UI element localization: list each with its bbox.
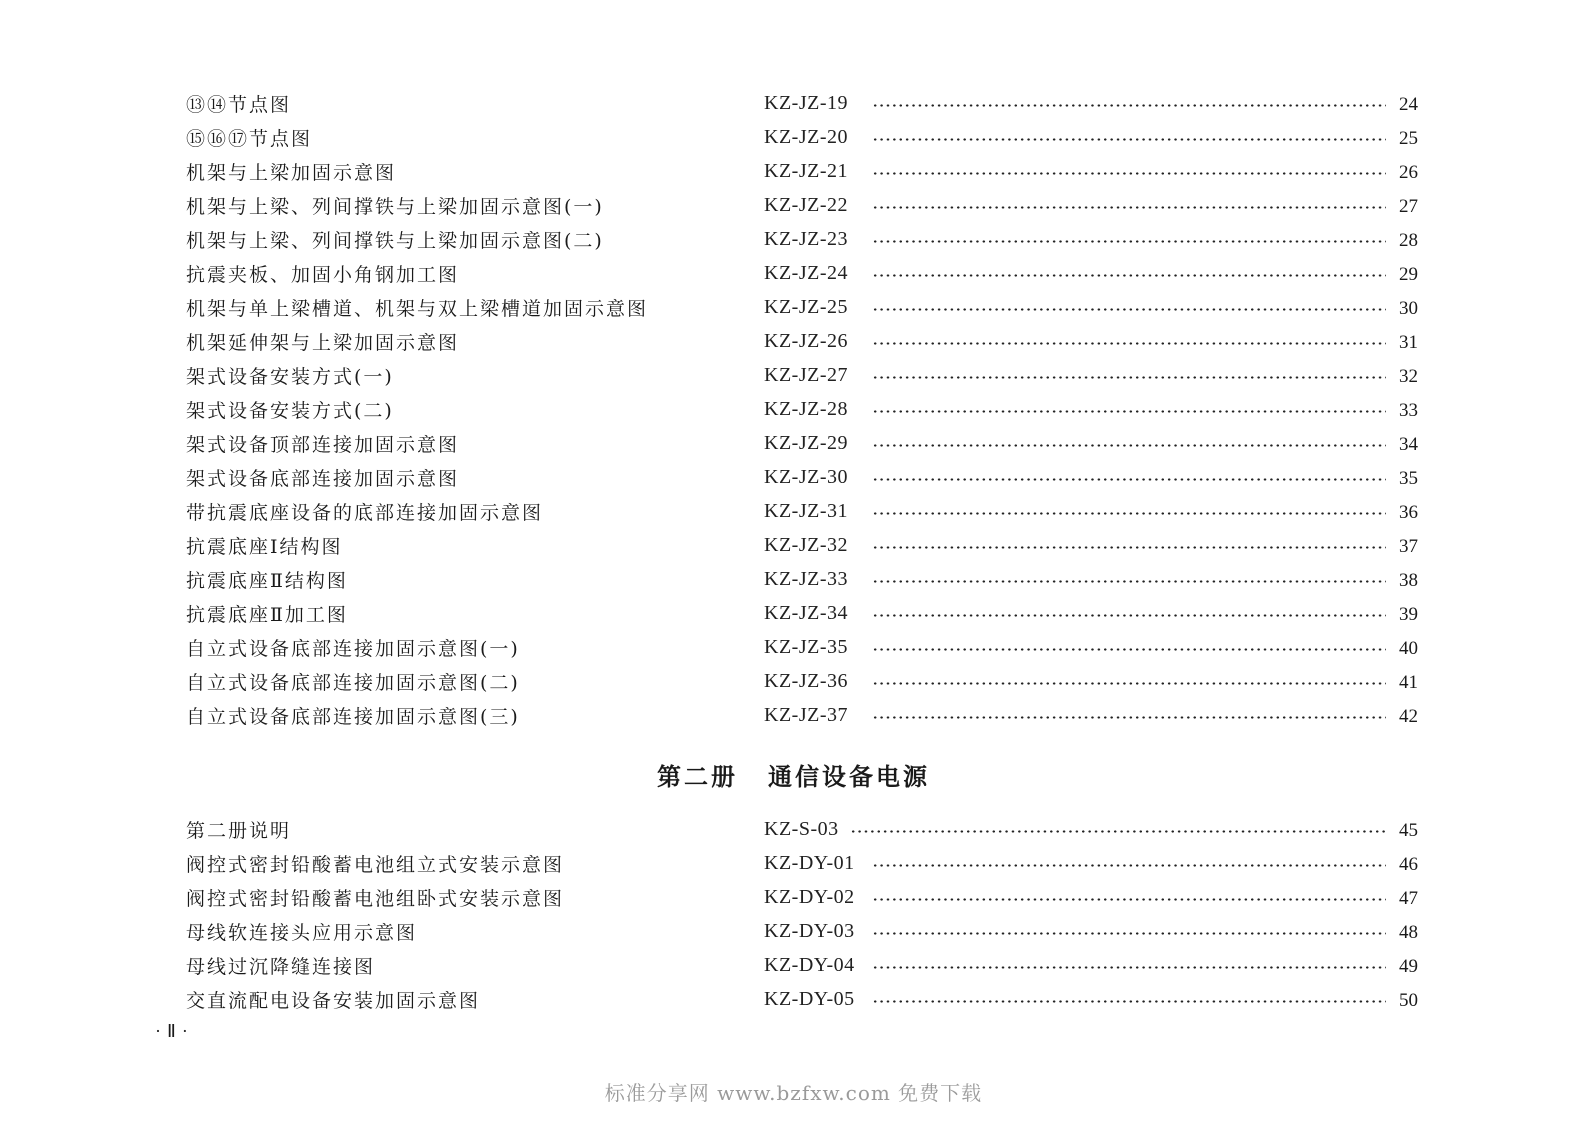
dot-leader [872,564,1392,594]
page-number: 26 [1399,162,1418,183]
drawing-code: KZ-DY-05 [764,987,855,1010]
entry-title: 架式设备安装方式(二) [186,399,394,422]
entry-title: 机架与上梁、列间撑铁与上梁加固示意图(二) [186,229,604,252]
entry-title: 母线软连接头应用示意图 [186,921,418,944]
entry-title: 机架与单上梁槽道、机架与双上梁槽道加固示意图 [186,297,649,320]
section-heading [0,757,1587,792]
dot-leader [872,984,1392,1014]
section-name: 通信设备电源 [768,763,930,791]
dot-leader [872,700,1392,730]
entry-title: ⑮⑯⑰节点图 [186,127,313,150]
entry-title: 自立式设备底部连接加固示意图(一) [186,637,520,660]
drawing-code: KZ-JZ-22 [764,193,848,216]
drawing-code: KZ-JZ-30 [764,465,848,488]
page-number: 34 [1399,434,1418,455]
page-number: 45 [1399,820,1418,841]
entry-title: 阀控式密封铅酸蓄电池组卧式安装示意图 [186,887,565,910]
drawing-code: KZ-JZ-21 [764,159,848,182]
drawing-code: KZ-DY-01 [764,851,855,874]
drawing-code: KZ-JZ-33 [764,567,848,590]
entry-title: 架式设备安装方式(一) [186,365,394,388]
page-number: 30 [1399,298,1418,319]
page-number: 49 [1399,956,1418,977]
drawing-code: KZ-DY-03 [764,919,855,942]
entry-title: 抗震夹板、加固小角钢加工图 [186,263,460,286]
toc-entry[interactable] [186,88,1418,118]
entry-title: 机架延伸架与上梁加固示意图 [186,331,460,354]
entry-title: 抗震底座Ⅱ结构图 [186,569,348,592]
toc-entry[interactable] [186,156,1418,186]
toc-entry[interactable] [186,360,1418,390]
page-number: 40 [1399,638,1418,659]
drawing-code: KZ-JZ-35 [764,635,848,658]
dot-leader [872,122,1392,152]
drawing-code: KZ-JZ-24 [764,261,848,284]
toc-entry[interactable] [186,632,1418,662]
page-number: 48 [1399,922,1418,943]
dot-leader [872,882,1392,912]
page-number: 31 [1399,332,1418,353]
page-number: 50 [1399,990,1418,1011]
dot-leader [872,224,1392,254]
page-number: 42 [1399,706,1418,727]
drawing-code: KZ-JZ-28 [764,397,848,420]
entry-title: 自立式设备底部连接加固示意图(三) [186,705,520,728]
dot-leader [872,496,1392,526]
entry-title: 机架与上梁、列间撑铁与上梁加固示意图(一) [186,195,604,218]
toc-entry[interactable] [186,530,1418,560]
dot-leader [872,950,1392,980]
toc-entry[interactable] [186,190,1418,220]
toc-entry[interactable] [186,882,1418,912]
page-number: 33 [1399,400,1418,421]
dot-leader [872,190,1392,220]
drawing-code: KZ-S-03 [764,817,839,840]
entry-title: ⑬⑭节点图 [186,93,292,116]
page-number: 38 [1399,570,1418,591]
dot-leader [872,530,1392,560]
drawing-code: KZ-JZ-36 [764,669,848,692]
drawing-code: KZ-JZ-23 [764,227,848,250]
page-number: 27 [1399,196,1418,217]
toc-entry[interactable] [186,292,1418,322]
entry-title: 架式设备底部连接加固示意图 [186,467,460,490]
toc-entry[interactable] [186,394,1418,424]
entry-title: 自立式设备底部连接加固示意图(二) [186,671,520,694]
entry-title: 交直流配电设备安装加固示意图 [186,989,481,1012]
entry-title: 抗震底座Ⅰ结构图 [186,535,343,558]
section-volume: 第二册 [657,763,738,791]
page-number: 36 [1399,502,1418,523]
page-number: 41 [1399,672,1418,693]
drawing-code: KZ-JZ-34 [764,601,848,624]
drawing-code: KZ-JZ-31 [764,499,848,522]
dot-leader [872,326,1392,356]
dot-leader [872,598,1392,628]
drawing-code: KZ-JZ-25 [764,295,848,318]
page-number: 25 [1399,128,1418,149]
drawing-code: KZ-JZ-26 [764,329,848,352]
toc-entry[interactable] [186,814,1418,844]
page-number: 35 [1399,468,1418,489]
toc-entry[interactable] [186,700,1418,730]
toc-entry[interactable] [186,462,1418,492]
toc-entry[interactable] [186,984,1418,1014]
dot-leader [872,156,1392,186]
page-number: 47 [1399,888,1418,909]
dot-leader [872,88,1392,118]
entry-title: 架式设备顶部连接加固示意图 [186,433,460,456]
dot-leader [872,848,1392,878]
dot-leader [872,292,1392,322]
page-number: 39 [1399,604,1418,625]
dot-leader [850,814,1392,844]
toc-entry[interactable] [186,666,1418,696]
dot-leader [872,666,1392,696]
drawing-code: KZ-JZ-29 [764,431,848,454]
watermark: 标准分享网 www.bzfxw.com 免费下载 [604,1081,983,1105]
drawing-code: KZ-JZ-20 [764,125,848,148]
toc-entry[interactable] [186,848,1418,878]
dot-leader [872,916,1392,946]
entry-title: 阀控式密封铅酸蓄电池组立式安装示意图 [186,853,565,876]
toc-entry[interactable] [186,564,1418,594]
toc-entry[interactable] [186,122,1418,152]
toc-entry[interactable] [186,496,1418,526]
toc-entry[interactable] [186,326,1418,356]
toc-entry[interactable] [186,224,1418,254]
page-number-footer: ·Ⅱ· [155,1021,194,1041]
drawing-code: KZ-JZ-37 [764,703,848,726]
entry-title: 抗震底座Ⅱ加工图 [186,603,348,626]
page-number: 46 [1399,854,1418,875]
drawing-code: KZ-JZ-32 [764,533,848,556]
page-number: 32 [1399,366,1418,387]
entry-title: 母线过沉降缝连接图 [186,955,376,978]
toc-entry[interactable] [186,950,1418,980]
page-number: 37 [1399,536,1418,557]
dot-leader [872,428,1392,458]
drawing-code: KZ-JZ-27 [764,363,848,386]
drawing-code: KZ-DY-04 [764,953,855,976]
page-number: 24 [1399,94,1418,115]
page-number: 29 [1399,264,1418,285]
toc-entry[interactable] [186,258,1418,288]
entry-title: 第二册说明 [186,819,292,842]
dot-leader [872,462,1392,492]
toc-entry[interactable] [186,598,1418,628]
dot-leader [872,258,1392,288]
dot-leader [872,632,1392,662]
page-number: 28 [1399,230,1418,251]
drawing-code: KZ-JZ-19 [764,91,848,114]
dot-leader [872,394,1392,424]
drawing-code: KZ-DY-02 [764,885,855,908]
toc-entry[interactable] [186,428,1418,458]
entry-title: 带抗震底座设备的底部连接加固示意图 [186,501,544,524]
toc-entry[interactable] [186,916,1418,946]
dot-leader [872,360,1392,390]
entry-title: 机架与上梁加固示意图 [186,161,397,184]
